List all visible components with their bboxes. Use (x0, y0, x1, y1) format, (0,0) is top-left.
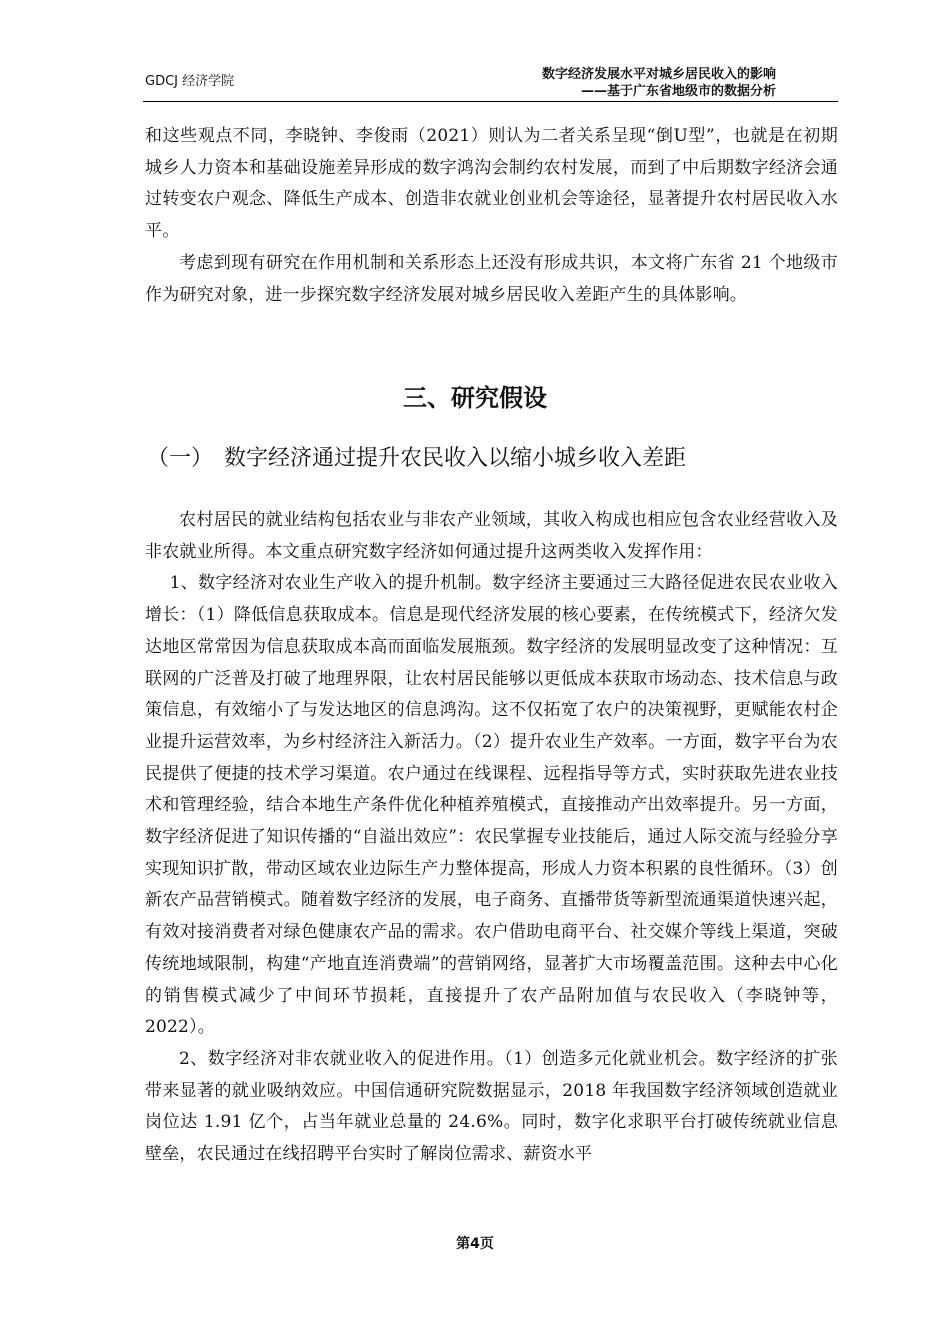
paragraph: 和这些观点不同，李晓钟、李俊雨（2021）则认为二者关系呈现“倒U型”，也就是在初期城乡人力资本和基础设施差异形成的数字鸿沟会制约农村发展，而到了中后期数字经济会通过转变农户观念、降低生产成本、创造非农就业创业机会等途径，显著提升农村居民收入水平。 (145, 126, 838, 242)
header-title-line1: 数字经济发展水平对城乡居民收入的影响 (541, 67, 776, 82)
header-title (542, 66, 776, 100)
paragraph: 农村居民的就业结构包括农业与非农产业领域，其收入构成也相应包含农业经营收入及非农就业所得。本文重点研究数字经济如何通过提升这两类收入发挥作用： (145, 510, 838, 562)
paragraph: 2、数字经济对非农就业收入的促进作用。（1）创造多元化就业机会。数字经济的扩张带来显著的就业吸纳效应。中国信通研究院数据显示，2018 年我国数字经济领域创造就业岗位达 1.91 亿个，占当年就业总量的 24.6%。同时，数字化求职平台打破传统就业信息壁垒，农民通过在线招聘平台实时了解岗位需求、薪资水平 (145, 1048, 838, 1165)
page-body (145, 121, 838, 311)
page-number: 第4页 (456, 1236, 494, 1252)
page-body-lower (145, 505, 838, 1171)
section-heading: 三、研究假设 (403, 384, 547, 412)
paragraph: 1、数字经济对农业生产收入的提升机制。数字经济主要通过三大路径促进农民农业收入增长：（1）降低信息获取成本。信息是现代经济发展的核心要素，在传统模式下，经济欠发达地区常常因为信息获取成本高而面临发展瓶颈。数字经济的发展明显改变了这种情况：互联网的广泛普及打破了地理界限，让农村居民能够以更低成本获取市场动态、技术信息与政策信息，有效缩小了与发达地区的信息鸿沟。这不仅拓宽了农户的决策视野，更赋能农村企业提升运营效率，为乡村经济注入新活力。（2）提升农业生产效率。一方面，数字平台为农民提供了便捷的技术学习渠道。农户通过在线课程、远程指导等方式，实时获取先进农业技术和管理经验，结合本地生产条件优化种植养殖模式，直接推动产出效率提升。另一方面，数字经济促进了知识传播的“自溢出效应”：农民掌握专业技能后，通过人际交流与经验分享实现知识扩散，带动区域农业边际生产力整体提高，形成人力资本积累的良性循环。（3）创新农产品营销模式。随着数字经济的发展，电子商务、直播带货等新型流通渠道快速兴起，有效对接消费者对绿色健康农产品的需求。农户借助电商平台、社交媒介等线上渠道，突破传统地域限制，构建“产地直连消费端”的营销网络，显著扩大市场覆盖范围。这种去中心化的销售模式减少了中间环节损耗，直接提升了农产品附加值与农民收入（李晓钟等，2022）。 (145, 573, 838, 1038)
header-title-line2: ——基于广东省地级市的数据分析 (580, 84, 776, 99)
header-left-label: GDCJ 经济学院 (145, 74, 235, 89)
subsection-heading: （一） 数字经济通过提升农民收入以缩小城乡收入差距 (147, 446, 687, 471)
paragraph: 考虑到现有研究在作用机制和关系形态上还没有形成共识，本文将广东省 21 个地级市作为研究对象，进一步探究数字经济发展对城乡居民收入差距产生的具体影响。 (145, 252, 838, 305)
header-divider (143, 101, 838, 102)
